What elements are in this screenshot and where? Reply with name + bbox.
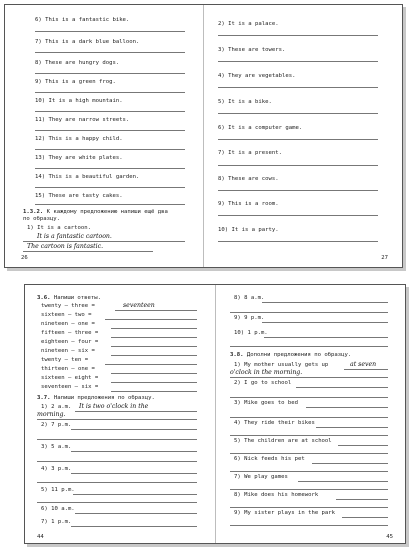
sentence-item: 2) I go to school	[234, 380, 292, 386]
handwritten-answer: o'clock in the morning.	[230, 369, 303, 376]
task-number: 3.6.	[37, 295, 51, 301]
answer-line[interactable]	[37, 502, 197, 503]
answer-line[interactable]	[230, 417, 388, 418]
answer-line[interactable]	[262, 302, 388, 303]
example-lead: 1) My mother usually gets up	[234, 362, 329, 368]
math-item: fifteen – three =	[41, 330, 99, 336]
answer-line[interactable]	[342, 517, 388, 518]
handwritten-answer: The cartoon is fantastic.	[27, 243, 104, 250]
task-heading	[37, 395, 155, 402]
answer-line[interactable]	[264, 337, 388, 338]
example-sentence: 1) It is a cartoon.	[27, 225, 91, 231]
page-27	[204, 5, 402, 267]
answer-line[interactable]	[105, 319, 197, 320]
answer-line[interactable]	[37, 482, 197, 483]
answer-line[interactable]	[230, 525, 388, 526]
exercise-item: 8) These are cows.	[218, 176, 279, 182]
task-number: 1.3.2.	[23, 209, 44, 215]
time-item: 8) 8 a.m.	[234, 295, 265, 301]
answer-line[interactable]	[230, 453, 388, 454]
task-heading	[23, 209, 168, 216]
answer-line[interactable]	[230, 377, 388, 378]
answer-line[interactable]	[230, 346, 388, 347]
answer-line[interactable]	[37, 461, 197, 462]
workbook-spread-bottom	[24, 284, 406, 544]
answer-line[interactable]	[35, 130, 185, 131]
task-instruction: К каждому предложению напиши ещё два	[46, 209, 168, 215]
answer-line[interactable]	[23, 251, 153, 252]
math-item: twenty – ten =	[41, 357, 89, 363]
answer-line[interactable]	[35, 31, 185, 32]
exercise-item: 7) This is a dark blue balloon.	[35, 39, 140, 45]
time-item: 9) 9 p.m.	[234, 315, 265, 321]
answer-line[interactable]	[230, 507, 388, 508]
exercise-item: 5) It is a bike.	[218, 99, 272, 105]
exercise-item: 2) It is a palace.	[218, 21, 279, 27]
answer-line[interactable]	[218, 139, 378, 140]
exercise-item: 9) This is a room.	[218, 201, 279, 207]
time-item: 3) 5 a.m.	[41, 444, 72, 450]
sentence-item: 9) My sister plays in the park	[234, 510, 336, 516]
task-instruction: Напиши ответы.	[53, 295, 102, 301]
sentence-item: 4) They ride their bikes	[234, 420, 315, 426]
exercise-item: 6) It is a computer game.	[218, 125, 303, 131]
handwritten-answer: morning.	[37, 411, 66, 418]
exercise-item: 4) They are vegetables.	[218, 73, 296, 79]
answer-line[interactable]	[35, 187, 185, 188]
answer-line[interactable]	[218, 165, 378, 166]
answer-line[interactable]	[35, 92, 185, 93]
answer-line[interactable]	[218, 87, 378, 88]
math-item: sixteen – two =	[41, 312, 92, 318]
exercise-item: 13) They are white plates.	[35, 155, 123, 161]
answer-line[interactable]	[71, 526, 197, 527]
answer-line[interactable]	[111, 346, 197, 347]
answer-line[interactable]	[111, 382, 197, 383]
task-number: 3.8.	[230, 352, 244, 358]
handwritten-answer: It is two o'clock in the	[79, 403, 149, 410]
task-instruction-cont: по образцу.	[23, 216, 61, 222]
answer-line[interactable]	[115, 310, 197, 311]
answer-line[interactable]	[35, 111, 185, 112]
answer-line[interactable]	[37, 439, 197, 440]
exercise-item: 15) These are tasty cakes.	[35, 193, 123, 199]
time-item: 7) 1 p.m.	[41, 519, 72, 525]
sentence-item: 7) We play games	[234, 474, 288, 480]
answer-line[interactable]	[218, 113, 378, 114]
page-number: 27	[381, 255, 388, 261]
time-item: 5) 11 p.m.	[41, 487, 75, 493]
page-number: 26	[21, 255, 28, 261]
page-45	[216, 285, 405, 543]
exercise-item: 9) This is a green frog.	[35, 79, 116, 85]
exercise-item: 3) These are towers.	[218, 47, 286, 53]
answer-line[interactable]	[218, 215, 378, 216]
answer-line[interactable]	[230, 397, 388, 398]
answer-line[interactable]	[37, 419, 197, 420]
answer-line[interactable]	[230, 312, 388, 313]
answer-line[interactable]	[230, 489, 388, 490]
answer-line[interactable]	[23, 241, 185, 242]
example-lead: 1) 2 a.m.	[41, 404, 72, 410]
answer-line[interactable]	[218, 190, 378, 191]
answer-line[interactable]	[71, 473, 197, 474]
answer-line[interactable]	[306, 407, 388, 408]
math-item: eighteen – four =	[41, 339, 99, 345]
exercise-item: 14) This is a beautiful garden.	[35, 174, 140, 180]
answer-line[interactable]	[262, 322, 388, 323]
answer-line[interactable]	[35, 52, 185, 53]
exercise-item: 10) It is a party.	[218, 227, 279, 233]
answer-line[interactable]	[35, 149, 185, 150]
task-heading	[37, 295, 101, 302]
answer-line[interactable]	[230, 435, 388, 436]
page-44	[25, 285, 215, 543]
answer-line[interactable]	[230, 471, 388, 472]
sentence-item: 5) The children are at school	[234, 438, 332, 444]
exercise-item: 6) This is a fantastic bike.	[35, 17, 130, 23]
answer-line[interactable]	[111, 337, 197, 338]
answer-line[interactable]	[344, 369, 388, 370]
answer-line[interactable]	[218, 35, 378, 36]
sentence-item: 6) Nick feeds his pet	[234, 456, 305, 462]
math-item: seventeen – six =	[41, 384, 99, 390]
answer-line[interactable]	[336, 499, 388, 500]
task-heading	[230, 352, 351, 359]
task-instruction: Напиши предложения по образцу.	[53, 395, 155, 401]
answer-line[interactable]	[218, 241, 378, 242]
answer-line[interactable]	[105, 364, 197, 365]
handwritten-answer: seventeen	[123, 302, 155, 309]
answer-line[interactable]	[111, 373, 197, 374]
time-item: 6) 10 a.m.	[41, 506, 75, 512]
workbook-spread-top	[4, 4, 403, 268]
math-item: sixteen – eight =	[41, 375, 99, 381]
answer-line[interactable]	[298, 481, 388, 482]
answer-line[interactable]	[312, 463, 388, 464]
answer-line[interactable]	[71, 429, 197, 430]
exercise-item: 10) It is a high mountain.	[35, 98, 123, 104]
answer-line[interactable]	[71, 451, 197, 452]
answer-line[interactable]	[218, 61, 378, 62]
sentence-item: 3) Mike goes to bed	[234, 400, 298, 406]
page-number: 44	[37, 534, 44, 540]
handwritten-answer: at seven	[350, 361, 377, 368]
answer-line[interactable]	[111, 391, 197, 392]
exercise-item: 8) These are hungry dogs.	[35, 60, 120, 66]
answer-line[interactable]	[35, 204, 185, 205]
time-item: 10) 1 p.m.	[234, 330, 268, 336]
answer-line[interactable]	[111, 328, 197, 329]
exercise-item: 11) They are narrow streets.	[35, 117, 130, 123]
math-item: twenty – three =	[41, 303, 95, 309]
time-item: 4) 3 p.m.	[41, 466, 72, 472]
answer-line[interactable]	[75, 513, 197, 514]
page-number: 45	[386, 534, 393, 540]
answer-line[interactable]	[111, 355, 197, 356]
answer-line[interactable]	[35, 73, 185, 74]
answer-line[interactable]	[316, 427, 388, 428]
task-number: 3.7.	[37, 395, 51, 401]
answer-line[interactable]	[296, 387, 388, 388]
answer-line[interactable]	[75, 411, 197, 412]
task-instruction: Дополни предложения по образцу.	[246, 352, 352, 358]
math-item: thirteen – one =	[41, 366, 95, 372]
sentence-item: 8) Mike does his homework	[234, 492, 319, 498]
time-item: 2) 7 p.m.	[41, 422, 72, 428]
math-item: nineteen – one =	[41, 321, 95, 327]
answer-line[interactable]	[338, 445, 388, 446]
math-item: nineteen – six =	[41, 348, 95, 354]
exercise-item: 12) This is a happy child.	[35, 136, 123, 142]
exercise-item: 7) It is a present.	[218, 150, 282, 156]
page-26	[5, 5, 203, 267]
handwritten-answer: It is a fantastic cartoon.	[37, 233, 112, 240]
answer-line[interactable]	[73, 494, 197, 495]
answer-line[interactable]	[35, 168, 185, 169]
